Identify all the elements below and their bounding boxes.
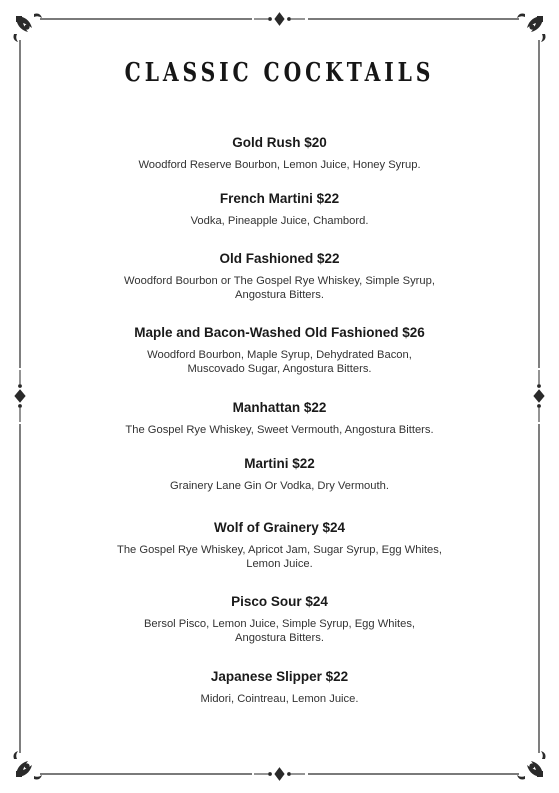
menu-item (60, 456, 499, 493)
menu-item (60, 669, 499, 706)
menu-item-name: Gold Rush $20 (232, 135, 327, 150)
menu-item (60, 325, 499, 376)
menu-item-name: Pisco Sour $24 (231, 594, 328, 609)
menu-item-name: Wolf of Grainery $24 (213, 520, 346, 535)
right-center-ornament-icon (534, 368, 544, 424)
corner-ornament-top-left-icon (14, 14, 43, 43)
menu-item-name: Martini $22 (244, 456, 315, 471)
menu-item (60, 135, 499, 172)
left-center-ornament-icon (15, 368, 25, 424)
menu-item-description: Midori, Cointreau, Lemon Juice. (200, 693, 359, 705)
menu-item-description: Woodford Reserve Bourbon, Lemon Juice, Honey Syrup. (138, 159, 421, 171)
menu-item-name: Japanese Slipper $22 (210, 669, 349, 684)
corner-ornament-bottom-right-icon (517, 751, 546, 780)
menu-item-name: Old Fashioned $22 (219, 251, 340, 266)
menu-item-description: Woodford Bourbon, Maple Syrup, Dehydrated Bacon, Muscovado Sugar, Angostura Bitters. (147, 349, 412, 375)
menu-item-description: Bersol Pisco, Lemon Juice, Simple Syrup, Egg Whites, Angostura Bitters. (143, 618, 416, 644)
corner-ornament-bottom-left-icon (14, 751, 43, 780)
bottom-center-ornament-icon (252, 768, 308, 780)
corner-ornament-top-right-icon (517, 14, 546, 43)
menu-item-description: Woodford Bourbon or The Gospel Rye Whiskey, Simple Syrup, Angostura Bitters. (124, 275, 435, 301)
menu-item (60, 251, 499, 302)
menu-item-description: Grainery Lane Gin Or Vodka, Dry Vermouth. (170, 480, 389, 492)
menu-item-name: Maple and Bacon-Washed Old Fashioned $26 (134, 325, 425, 340)
menu-item-name: Manhattan $22 (232, 400, 327, 415)
menu-item (60, 191, 499, 228)
menu-item-description: The Gospel Rye Whiskey, Sweet Vermouth, Angostura Bitters. (125, 424, 434, 436)
menu-item (60, 520, 499, 571)
menu-title: CLASSIC COCKTAILS (124, 58, 435, 88)
top-center-ornament-icon (252, 13, 308, 25)
menu-item (60, 400, 499, 437)
menu-item-name: French Martini $22 (219, 191, 340, 206)
menu-item (60, 594, 499, 645)
menu-item-description: The Gospel Rye Whiskey, Apricot Jam, Sugar Syrup, Egg Whites, Lemon Juice. (117, 544, 442, 570)
menu-item-description: Vodka, Pineapple Juice, Chambord. (190, 215, 369, 227)
